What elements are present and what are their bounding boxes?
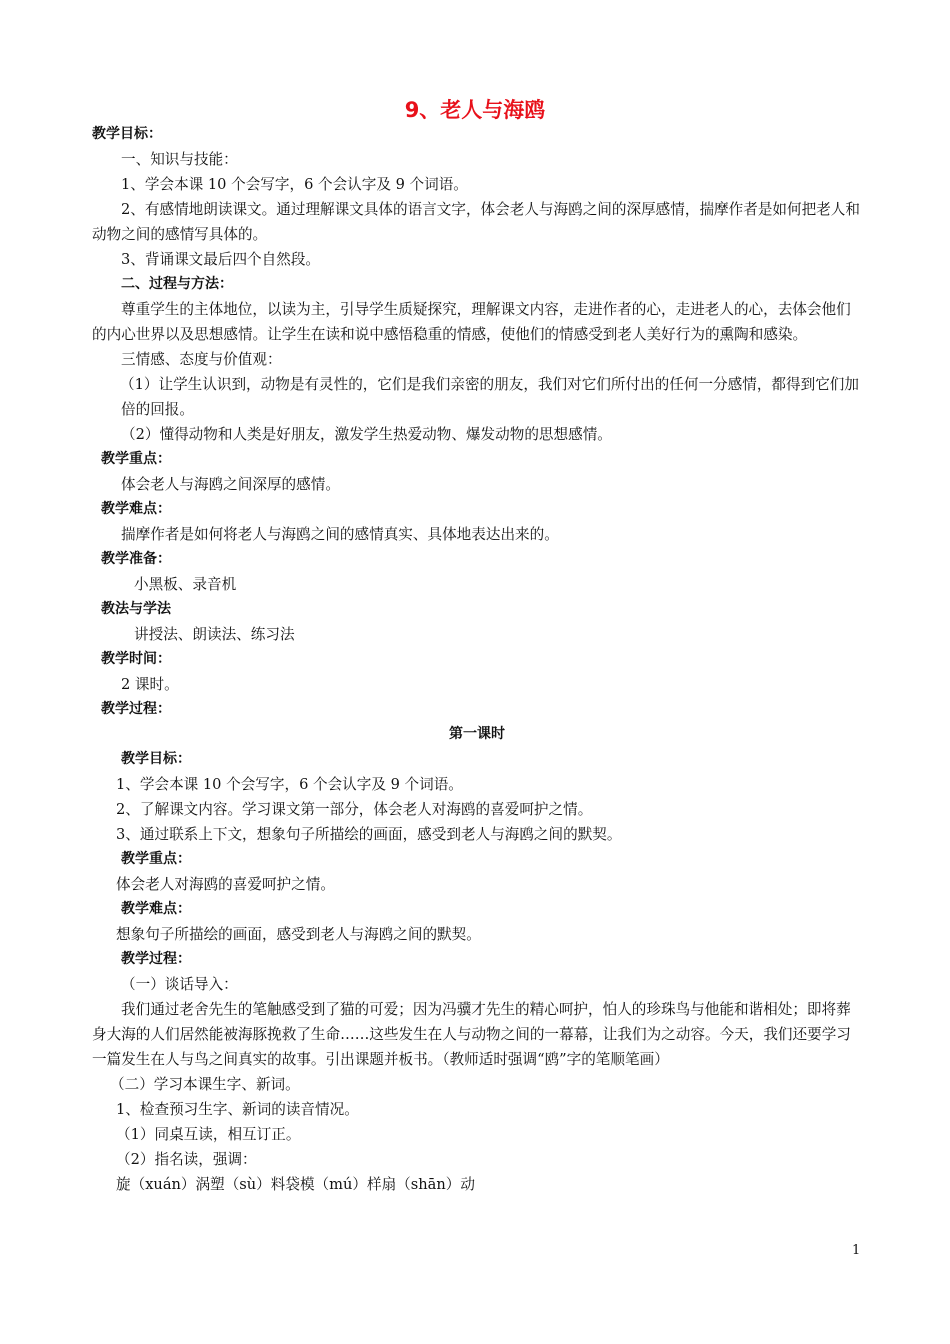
heading-process-method: 二、过程与方法：: [121, 276, 233, 292]
paragraph: （1）同桌互读，相互订正。: [116, 1126, 301, 1143]
heading-methods: 教法与学法: [101, 601, 171, 617]
heading-teaching-time: 教学时间：: [101, 651, 171, 667]
heading-key-point: 教学重点：: [101, 451, 171, 467]
paragraph: 旋（xuán）涡塑（sù）料袋模（mú）样扇（shān）动: [116, 1176, 475, 1193]
paragraph: 1、学会本课 10 个会写字，6 个会认字及 9 个词语。: [116, 776, 463, 793]
paragraph: 想象句子所描绘的画面，感受到老人与海鸥之间的默契。: [116, 926, 481, 943]
paragraph: 一、知识与技能：: [121, 151, 238, 168]
paragraph: 讲授法、朗读法、练习法: [134, 626, 295, 643]
page-number: 1: [852, 1243, 861, 1258]
heading-lesson-process: 教学过程：: [121, 951, 191, 967]
paragraph: 2 课时。: [121, 676, 179, 693]
paragraph: （一）谈话导入：: [121, 976, 238, 993]
heading-teaching-goals: 教学目标：: [92, 126, 162, 142]
paragraph: （2）懂得动物和人类是好朋友，激发学生热爱动物、爆发动物的思想感情。: [121, 426, 612, 443]
heading-preparation: 教学准备：: [101, 551, 171, 567]
heading-lesson-difficulty: 教学难点：: [121, 901, 191, 917]
paragraph: （2）指名读，强调：: [116, 1151, 257, 1168]
paragraph: （1）让学生认识到，动物是有灵性的，它们是我们亲密的朋友，我们对它们所付出的任何一分感情，都得到它们加倍的回报。: [120, 376, 859, 418]
paragraph: 揣摩作者是如何将老人与海鸥之间的感情真实、具体地表达出来的。: [121, 526, 559, 543]
paragraph: 尊重学生的主体地位，以读为主，引导学生质疑探究，理解课文内容，走进作者的心，走进老人的心，去体会他们的内心世界以及思想感情。让学生在读和说中感悟稳重的情感，使他们的情感受到老人美好行为的熏陶和感染。: [92, 301, 851, 343]
paragraph: 体会老人对海鸥的喜爱呵护之情。: [116, 876, 335, 893]
heading-first-lesson: 第一课时: [449, 726, 505, 742]
heading-difficulty: 教学难点：: [101, 501, 171, 517]
heading-teaching-process: 教学过程：: [101, 701, 171, 717]
paragraph: （二）学习本课生字、新词。: [110, 1076, 300, 1093]
paragraph: 3、通过联系上下文，想象句子所描绘的画面，感受到老人与海鸥之间的默契。: [116, 826, 622, 843]
lesson-title: 9、老人与海鸥: [404, 98, 546, 122]
paragraph: 3、背诵课文最后四个自然段。: [121, 251, 321, 268]
paragraph: 1、检查预习生字、新词的读音情况。: [116, 1101, 359, 1118]
paragraph: 2、有感情地朗读课文。通过理解课文具体的语言文字，体会老人与海鸥之间的深厚感情，揣摩作者是如何把老人和动物之间的感情写具体的。: [92, 201, 860, 243]
heading-lesson-goals: 教学目标：: [121, 751, 191, 767]
lesson-plan-body: [92, 122, 862, 1197]
paragraph: 三情感、态度与价值观：: [121, 351, 282, 368]
paragraph: 小黑板、录音机: [134, 576, 237, 593]
paragraph: 2、了解课文内容。学习课文第一部分，体会老人对海鸥的喜爱呵护之情。: [116, 801, 593, 818]
heading-lesson-key-point: 教学重点：: [121, 851, 191, 867]
paragraph: 1、学会本课 10 个会写字，6 个会认字及 9 个词语。: [121, 176, 468, 193]
paragraph: 我们通过老舍先生的笔触感受到了猫的可爱；因为冯骥才先生的精心呵护，怕人的珍珠鸟与他能和谐相处；即将葬身大海的人们居然能被海豚挽救了生命……这些发生在人与动物之间的一幕幕，让我们为之动容。今天，我们还要学习一篇发生在人与鸟之间真实的故事。引出课题并板书。（教师适时强调“鸥”字的笔顺笔画）: [92, 1001, 851, 1068]
paragraph: 体会老人与海鸥之间深厚的感情。: [121, 476, 340, 493]
